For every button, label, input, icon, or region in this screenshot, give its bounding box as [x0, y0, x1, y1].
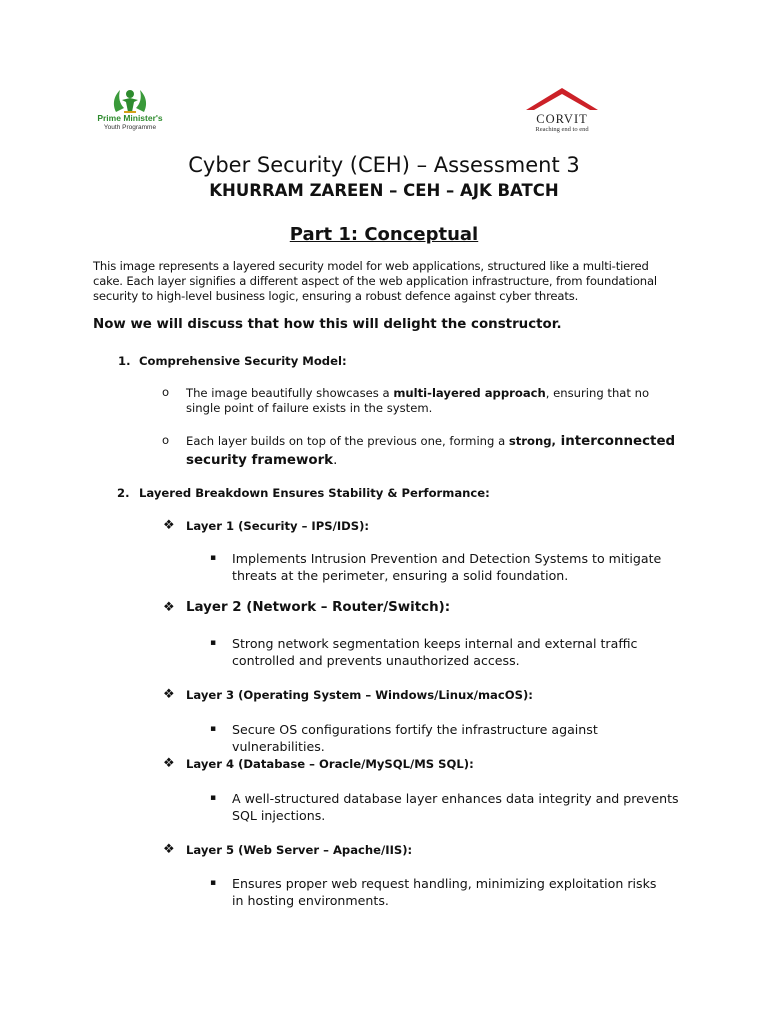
square-bullet-icon: ▪	[210, 793, 217, 803]
square-bullet-icon: ▪	[210, 553, 217, 563]
layer-4-label: Layer 4 (Database – Oracle/MySQL/MS SQL):	[186, 757, 474, 771]
layer-1-detail: Implements Intrusion Prevention and Detection Systems to mitigate threats at the perimeter, ensuring a solid foundation.	[232, 551, 662, 583]
layer-4-detail: A well-structured database layer enhances data integrity and prevents SQL injections.	[232, 791, 679, 823]
corvit-roof-icon	[524, 86, 600, 112]
section-1-bullet-2: Each layer builds on top of the previous one, forming a strong, interconnected security framework.	[186, 434, 676, 468]
pm-logo-title: Prime Minister's	[97, 113, 163, 123]
section-2-number: 2.	[117, 486, 130, 500]
layer-5-detail: Ensures proper web request handling, minimizing exploitation risks in hosting environments.	[232, 876, 657, 908]
square-bullet-icon: ▪	[210, 638, 217, 648]
corvit-tagline: Reaching end to end	[535, 126, 589, 133]
diamond-bullet-icon: ❖	[163, 518, 175, 533]
layer-2-label: Layer 2 (Network – Router/Switch):	[186, 600, 451, 615]
layer-3-detail: Secure OS configurations fortify the infrastructure against vulnerabilities.	[232, 722, 598, 754]
diamond-bullet-icon: ❖	[163, 600, 175, 615]
diamond-bullet-icon: ❖	[163, 756, 175, 771]
bullet-marker: o	[162, 433, 170, 447]
document-title: Cyber Security (CEH) – Assessment 3	[188, 153, 580, 177]
section-1-number: 1.	[118, 354, 131, 368]
layer-5-label: Layer 5 (Web Server – Apache/IIS):	[186, 843, 413, 857]
discuss-heading: Now we will discuss that how this will delight the constructor.	[93, 317, 562, 332]
section-2-title: Layered Breakdown Ensures Stability & Performance:	[139, 486, 490, 500]
diamond-bullet-icon: ❖	[163, 687, 175, 702]
intro-paragraph: This image represents a layered security model for web applications, structured like a multi-tiered cake. Each layer signifies a different aspect of the web application infrastructure, from foundational security to high-level business logic, ensuring a robust defence against cyber threats.	[93, 259, 657, 303]
document-subtitle: KHURRAM ZAREEN – CEH – AJK BATCH	[209, 181, 559, 200]
layer-1-label: Layer 1 (Security – IPS/IDS):	[186, 519, 370, 533]
pm-youth-emblem-icon	[94, 86, 166, 114]
section-1-bullet-1: The image beautifully showcases a multi-layered approach, ensuring that no single point of failure exists in the system.	[186, 386, 650, 415]
square-bullet-icon: ▪	[210, 724, 217, 734]
layer-2-detail: Strong network segmentation keeps internal and external traffic controlled and prevents unauthorized access.	[232, 636, 638, 668]
section-1-title: Comprehensive Security Model:	[139, 354, 347, 368]
corvit-name: CORVIT	[536, 112, 588, 126]
pm-youth-programme-logo	[94, 86, 166, 134]
part-heading: Part 1: Conceptual	[289, 224, 479, 245]
corvit-logo	[524, 86, 600, 136]
pm-logo-subtitle: Youth Programme	[103, 124, 157, 131]
diamond-bullet-icon: ❖	[163, 842, 175, 857]
bullet-marker: o	[162, 385, 170, 399]
layer-3-label: Layer 3 (Operating System – Windows/Linux/macOS):	[186, 688, 533, 702]
square-bullet-icon: ▪	[210, 878, 217, 888]
